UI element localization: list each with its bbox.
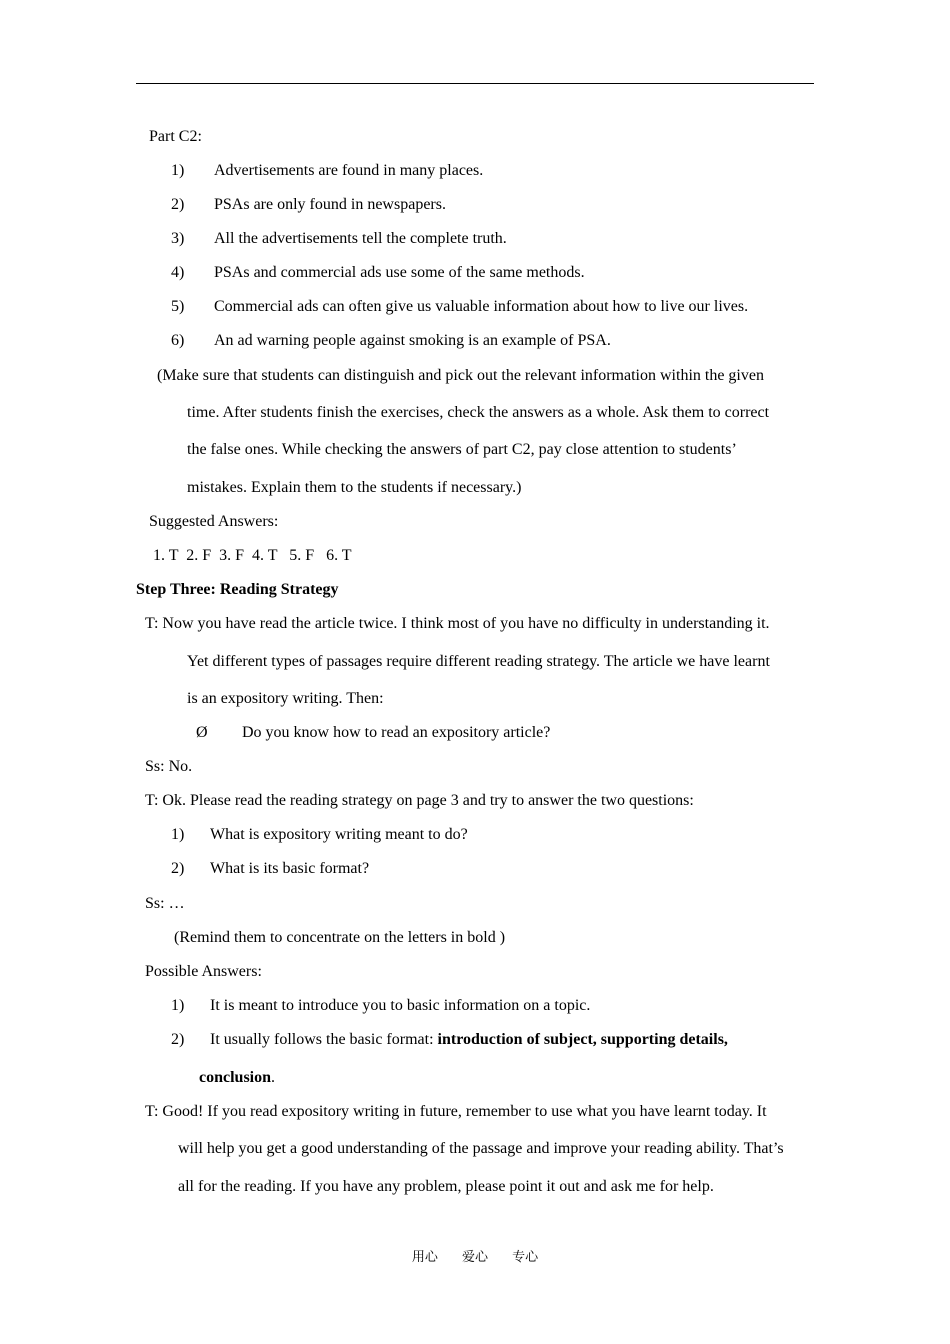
dialogue-line: Yet different types of passages require different reading strategy. The article we have learnt xyxy=(187,653,770,670)
footer-word: 用心 xyxy=(411,1250,438,1265)
page-footer xyxy=(0,1248,950,1268)
suggested-answers-title: Suggested Answers: xyxy=(149,513,279,530)
list-item: PSAs are only found in newspapers. xyxy=(214,196,446,213)
note-line: (Make sure that students can distinguish and pick out the relevant information within the given xyxy=(157,367,764,384)
answer-text: It usually follows the basic format: xyxy=(210,1031,438,1048)
list-item: Advertisements are found in many places. xyxy=(214,162,484,179)
students-reply: Ss: No. xyxy=(145,758,193,775)
part-c2-title: Part C2: xyxy=(149,128,202,145)
answer-bold-text: conclusion xyxy=(199,1069,272,1086)
section-heading: Step Three: Reading Strategy xyxy=(136,581,339,598)
remind-note: (Remind them to concentrate on the letters in bold ) xyxy=(174,929,506,946)
dialogue-line: T: Now you have read the article twice. I think most of you have no difficulty in understanding it. xyxy=(145,615,770,632)
suggested-answers: 1. T 2. F 3. F 4. T 5. F 6. T xyxy=(153,547,352,564)
list-item-number: 5) xyxy=(171,298,185,315)
list-item: All the advertisements tell the complete truth. xyxy=(214,230,507,247)
teacher-instruction: T: Ok. Please read the reading strategy on page 3 and try to answer the two questions: xyxy=(145,792,694,809)
note-line: the false ones. While checking the answers of part C2, pay close attention to students’ xyxy=(187,441,737,458)
list-item-number: 3) xyxy=(171,230,185,247)
list-item: PSAs and commercial ads use some of the same methods. xyxy=(214,264,585,281)
list-item: It is meant to introduce you to basic information on a topic. xyxy=(210,997,591,1014)
list-item-continuation xyxy=(199,1068,275,1088)
answer-punctuation: . xyxy=(271,1069,276,1086)
dialogue-line: is an expository writing. Then: xyxy=(187,690,384,707)
bullet-icon: Ø xyxy=(196,724,208,741)
dialogue-line: T: Good! If you read expository writing in future, remember to use what you have learnt today. It xyxy=(145,1103,767,1120)
list-item: What is expository writing meant to do? xyxy=(210,826,468,843)
list-item-number: 2) xyxy=(171,860,185,877)
list-item: An ad warning people against smoking is an example of PSA. xyxy=(214,332,611,349)
dialogue-line: all for the reading. If you have any problem, please point it out and ask me for help. xyxy=(178,1178,714,1195)
list-item-number: 4) xyxy=(171,264,185,281)
list-item-number: 6) xyxy=(171,332,185,349)
list-item xyxy=(210,1030,728,1050)
note-line: time. After students finish the exercises, check the answers as a whole. Ask them to correct xyxy=(187,404,770,421)
list-item-number: 1) xyxy=(171,826,185,843)
list-item-number: 1) xyxy=(171,162,185,179)
dialogue-line: will help you get a good understanding of the passage and improve your reading ability. That’s xyxy=(178,1140,784,1157)
header-rule xyxy=(136,83,814,84)
students-reply: Ss: … xyxy=(145,895,185,912)
bullet-question: Do you know how to read an expository article? xyxy=(242,724,551,741)
possible-answers-title: Possible Answers: xyxy=(145,963,262,980)
footer-word: 爱心 xyxy=(461,1250,488,1265)
footer-word: 专心 xyxy=(512,1250,539,1265)
list-item-number: 2) xyxy=(171,196,185,213)
note-line: mistakes. Explain them to the students if necessary.) xyxy=(187,479,522,496)
list-item: Commercial ads can often give us valuable information about how to live our lives. xyxy=(214,298,749,315)
list-item: What is its basic format? xyxy=(210,860,370,877)
list-item-number: 2) xyxy=(171,1031,185,1048)
answer-bold-text: introduction of subject, supporting details, xyxy=(437,1031,728,1048)
list-item-number: 1) xyxy=(171,997,185,1014)
